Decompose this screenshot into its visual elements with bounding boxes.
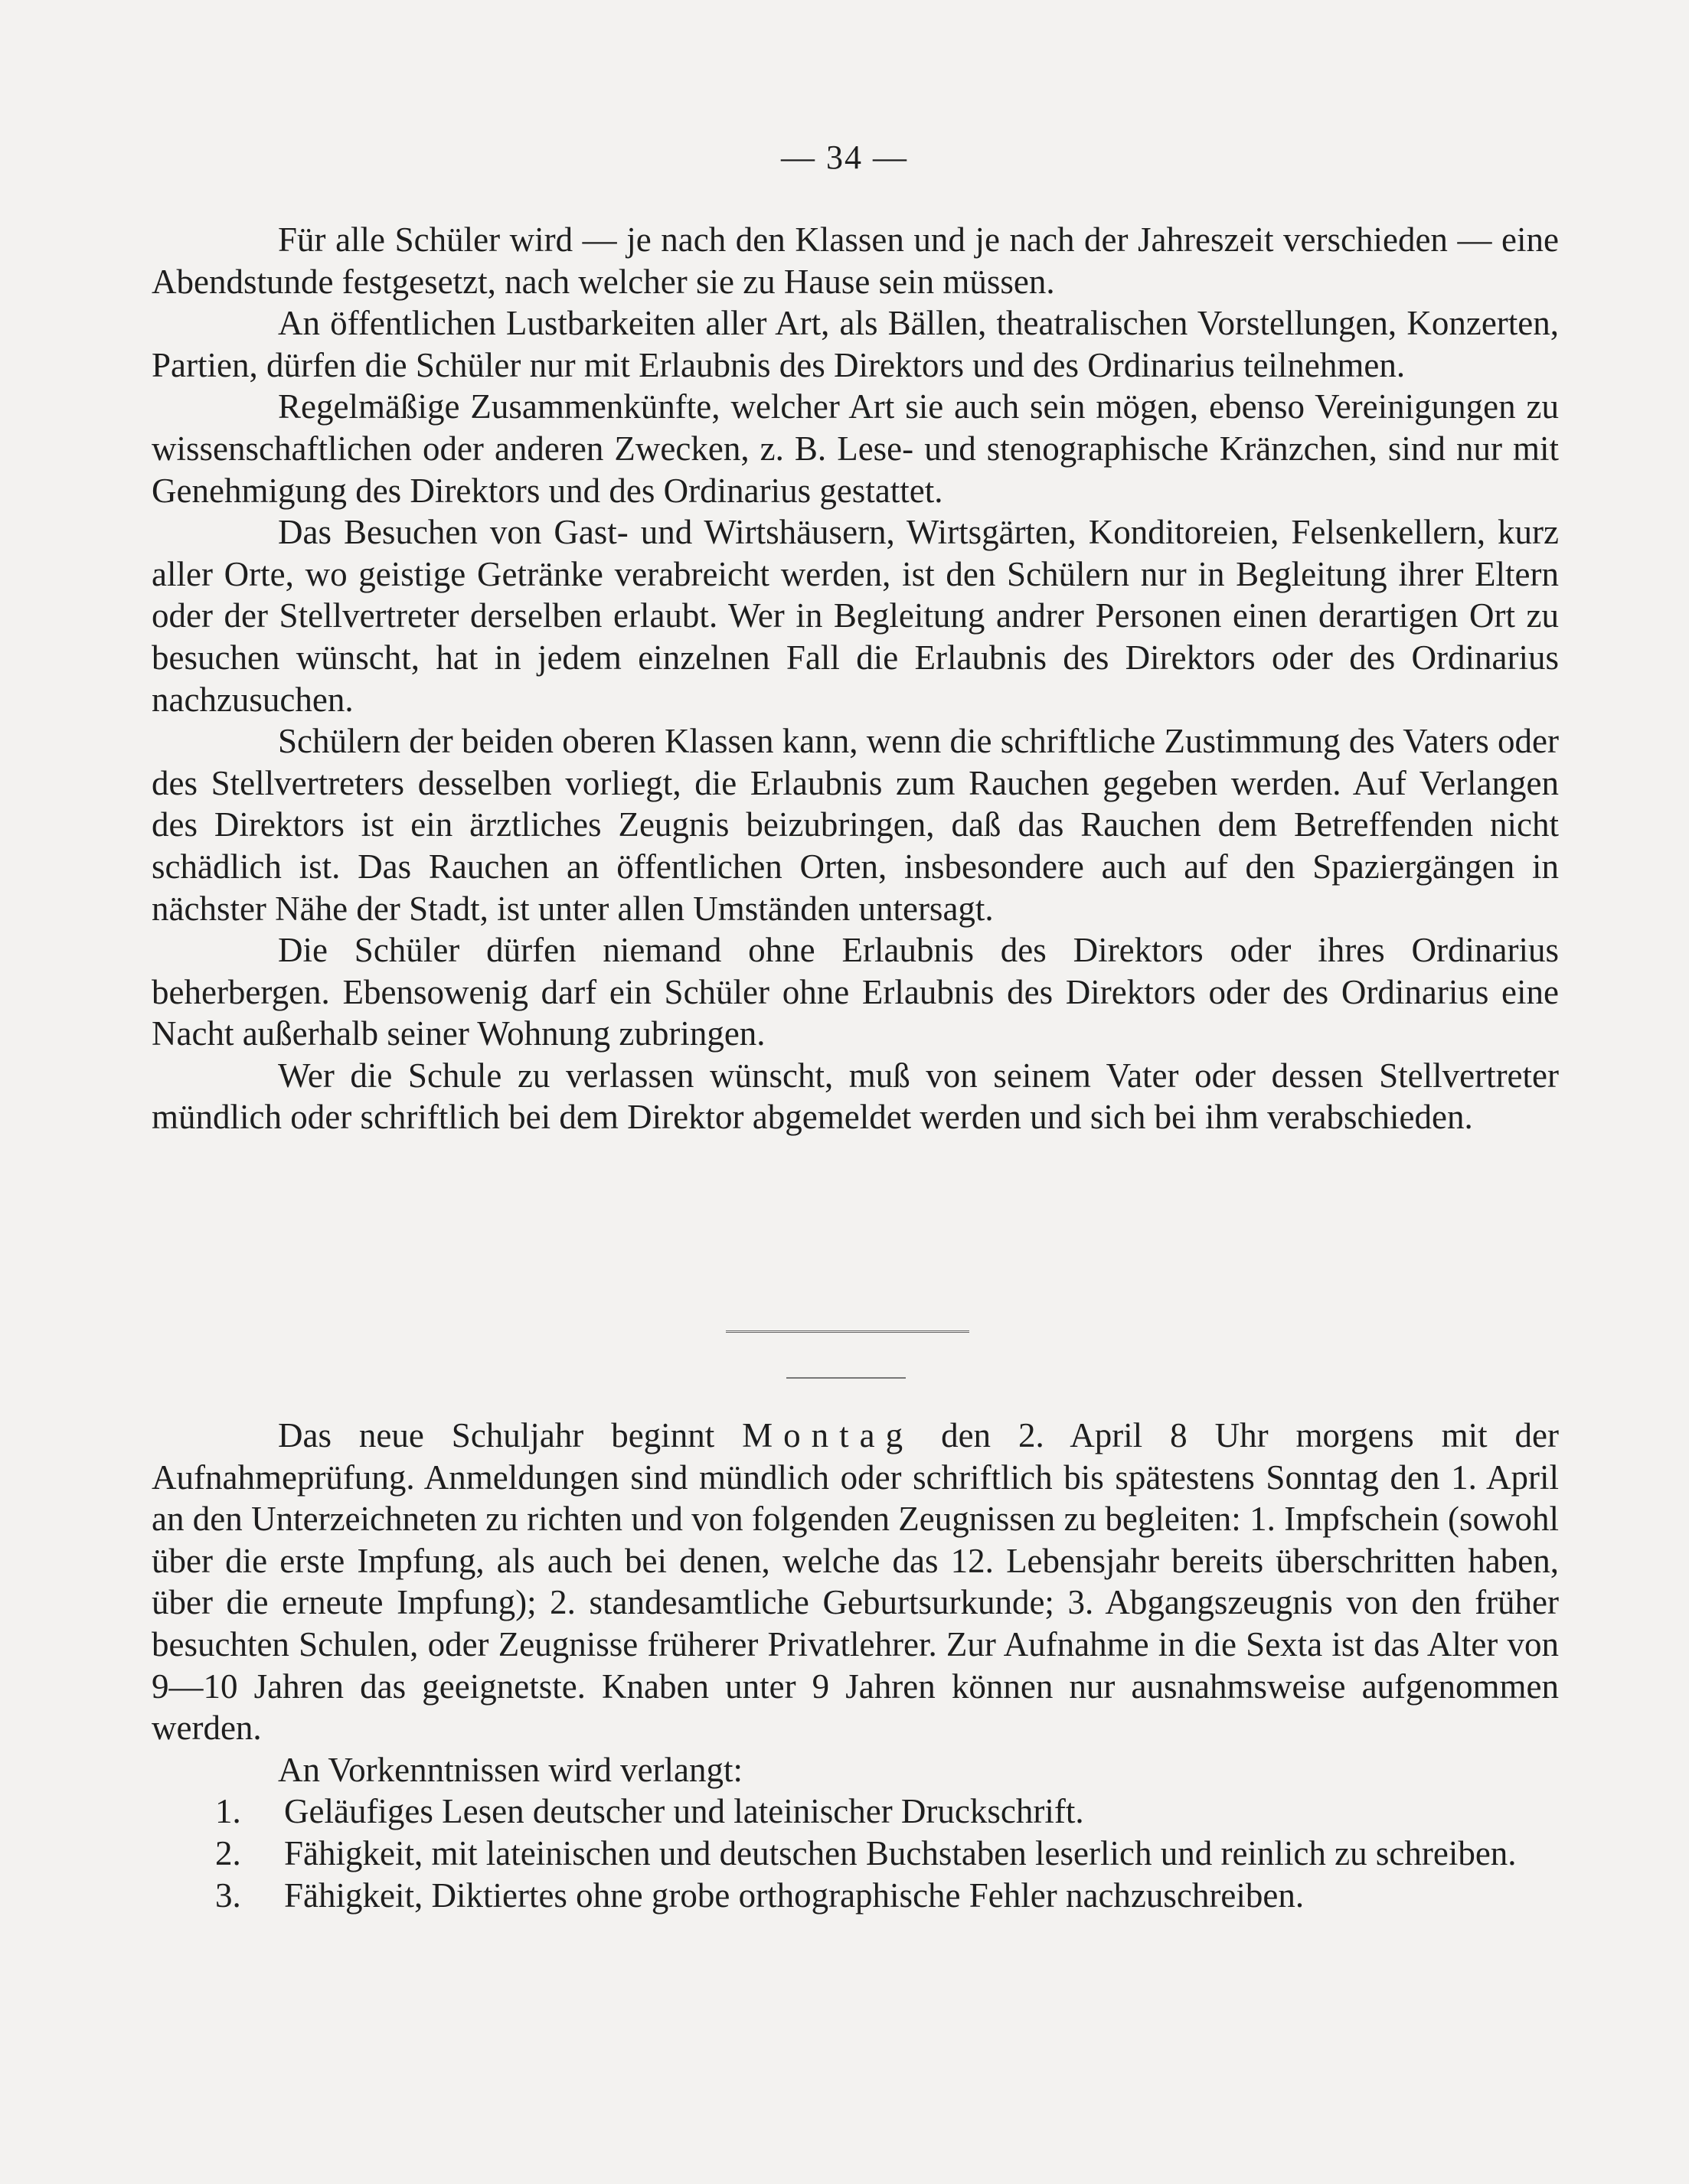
requirements-list [152, 1791, 1559, 1916]
rule-paragraph: An öffentlichen Lustbarkeiten aller Art, als Bällen, theatralischen Vorstellungen, Konzerten, Partien, dürfen die Schüler nur mit Erlaubnis des Direktors und des Ordinarius teilnehmen. [152, 304, 1559, 384]
rule-paragraph: Für alle Schüler wird — je nach den Klassen und je nach der Jahreszeit verschieden — eine Abendstunde festgesetzt, nach welcher sie zu Hause sein müssen. [152, 220, 1559, 301]
list-item-text: Fähigkeit, mit lateinischen und deutschen Buchstaben leserlich und reinlich zu schreiben. [284, 1833, 1517, 1872]
list-item-text: Geläufiges Lesen deutscher und lateinischer Druckschrift. [284, 1792, 1084, 1831]
list-item-number: 3. [215, 1875, 241, 1915]
list-item-number: 1. [215, 1792, 241, 1831]
rule-paragraph: Schülern der beiden oberen Klassen kann, wenn die schriftliche Zustimmung des Vaters oder des Stellvertreters desselben vorliegt, die Erlaubnis zum Rauchen gegeben werden. Auf Verlangen des Direktors ist ein ärztliches Zeugnis beizubringen, daß das Rauchen dem Betreffenden nicht schädlich ist. Das Rauchen an öffentlichen Orten, insbesondere auch auf den Spaziergängen in nächster Nähe der Stadt, ist unter allen Umständen untersagt. [152, 722, 1559, 928]
notice-text-before: Das neue Schuljahr beginnt [278, 1416, 743, 1454]
notice-text-after: den 2. April 8 Uhr morgens mit der Aufnahmeprüfung. Anmeldungen sind mündlich oder schriftlich bis spätestens Sonntag den 1. April an den Unterzeichneten zu richten und von folgenden Zeugnissen zu begleiten: 1. Impfschein (sowohl über die erste Impfung, als auch bei denen, welche das 12. Lebensjahr bereits überschritten haben, über die erneute Impfung); 2. standesamtliche Geburtsurkunde; 3. Abgangszeugnis von den früher besuchten Schulen, oder Zeugnisse früherer Privatlehrer. Zur Aufnahme in die Sexta ist das Alter von 9—10 Jahren das geeignetste. Knaben unter 9 Jahren können nur ausnahmsweise aufgenommen werden. [152, 1416, 1559, 1748]
rules-section [152, 219, 1559, 1138]
page-number: — 34 — [781, 139, 908, 176]
rule-paragraph: Das Besuchen von Gast- und Wirtshäusern, Wirtsgärten, Konditoreien, Felsenkellern, kurz aller Orte, wo geistige Getränke verabreicht werden, ist den Schülern nur in Begleitung ihrer Eltern oder der Stellvertreter derselben erlaubt. Wer in Begleitung andrer Personen einen derartigen Ort zu besuchen wünscht, hat in jedem einzelnen Fall die Erlaubnis des Direktors oder des Ordinarius nachzusuchen. [152, 513, 1559, 719]
list-item-text: Fähigkeit, Diktiertes ohne grobe orthographische Fehler nachzuschreiben. [284, 1875, 1305, 1915]
notice-weekday: Montag [742, 1416, 914, 1454]
rule-paragraph: Die Schüler dürfen niemand ohne Erlaubnis des Direktors oder ihres Ordinarius beherbergen. Ebensowenig darf ein Schüler ohne Erlaubnis des Direktors oder des Ordinarius eine Nacht außerhalb seiner Wohnung zubringen. [152, 931, 1559, 1053]
list-item [215, 1833, 1559, 1875]
notice-paragraph [152, 1415, 1559, 1749]
rule-paragraph: Wer die Schule zu verlassen wünscht, muß von seinem Vater oder dessen Stellvertreter mündlich oder schriftlich bei dem Direktor abgemeldet werden und sich bei ihm verabschieden. [152, 1056, 1559, 1137]
admission-notice [152, 1415, 1559, 1916]
list-item [215, 1791, 1559, 1833]
requirements-intro: An Vorkenntnissen wird verlangt: [278, 1750, 743, 1789]
rule-paragraph: Regelmäßige Zusammenkünfte, welcher Art sie auch sein mögen, ebenso Vereinigungen zu wissenschaftlichen oder anderen Zwecken, z. B. Lese- und stenographische Kränzchen, sind nur mit Genehmigung des Direktors und des Ordinarius gestattet. [152, 387, 1559, 510]
section-divider [786, 1377, 906, 1379]
list-item [215, 1875, 1559, 1917]
section-divider [726, 1330, 969, 1333]
list-item-number: 2. [215, 1833, 241, 1872]
